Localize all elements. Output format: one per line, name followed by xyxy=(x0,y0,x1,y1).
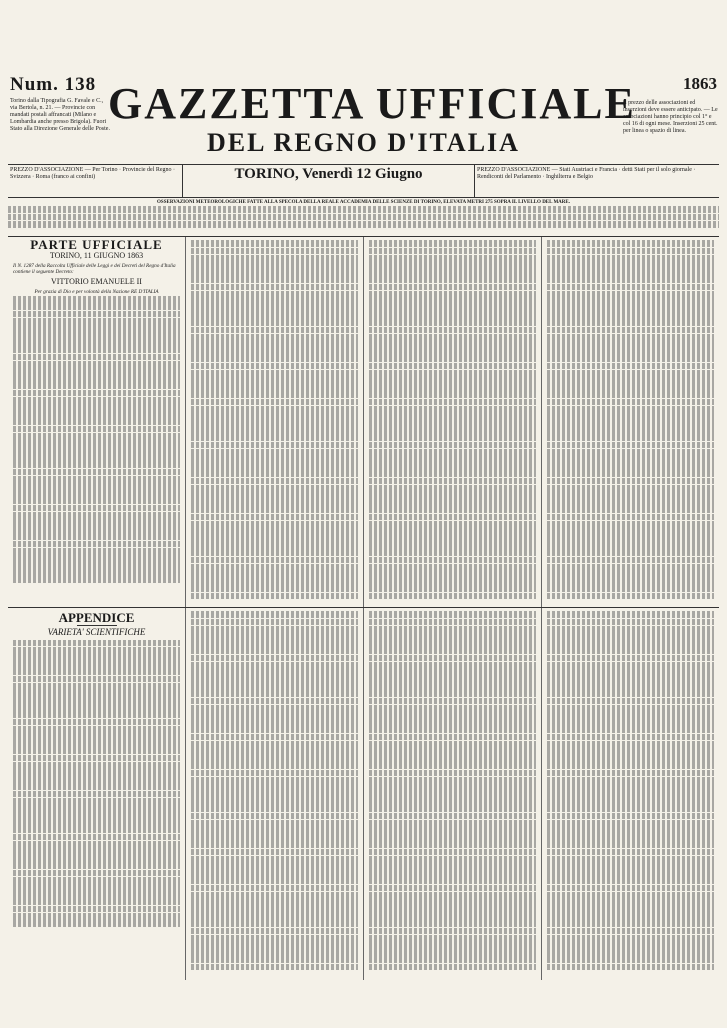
newspaper-page xyxy=(8,4,719,1020)
section-heading: PARTE UFFICIALE xyxy=(30,237,163,252)
dateline: TORINO, 11 GIUGNO 1863 xyxy=(49,250,144,260)
weather-observations xyxy=(8,198,719,237)
column-3 xyxy=(364,237,542,607)
appendix-heading: APPENDICE xyxy=(58,610,135,625)
publisher-note: Torino dalla Tipografia G. Favale e C., via Bertola, n. 21. — Provincie con mandati postali affrancati (Milano e Lombardia anche presso Brigola). Fuori Stato alla Direzione Generale delle Poste. xyxy=(10,98,110,132)
column-4 xyxy=(542,237,719,607)
prices-left: PREZZO D'ASSOCIAZIONE — Per Torino · Provincie del Regno · Svizzera · Roma (franco ai confini) xyxy=(10,167,176,180)
king-name: VITTORIO EMANUELE II xyxy=(51,277,142,287)
masthead xyxy=(8,4,719,164)
issue-number: Num. 138 xyxy=(10,74,97,95)
subscription-note: Il prezzo delle associazioni ed inserzioni deve essere anticipato. — Le associazioni hanno principio col 1° e col 16 di ogni mese. Inserzioni 25 cent. per linea o spazio di linea. xyxy=(623,100,718,134)
grace-formula: Per grazia di Dio e per volontà della Nazione RE D'ITALIA xyxy=(34,288,159,295)
issue-year: 1863 xyxy=(683,74,717,93)
prices-right: PREZZO D'ASSOCIAZIONE — Stati Austriaci e Francia · detti Stati per il solo giornale · Rendiconti del Parlamento · Inghilterra e Belgio xyxy=(477,167,696,180)
observations-heading: OSSERVAZIONI METEOROLOGICHE FATTE ALLA SPECOLA DELLA REALE ACCADEMIA DELLE SCIENZE DI TORINO, ELEVATA METRI 275 SOPRA IL LIVELLO DEL MARE. xyxy=(157,200,570,205)
appendix-subheading: VARIETA' SCIENTIFICHE xyxy=(47,626,146,637)
decree-intro: Il N. 1287 della Raccolta Ufficiale delle Leggi e dei Decreti del Regno d'Italia contiene il seguente Decreto: xyxy=(13,262,176,276)
top-columns xyxy=(8,237,719,608)
appendix-column-1 xyxy=(8,608,186,980)
appendix-column-4 xyxy=(542,608,719,980)
column-1 xyxy=(8,237,186,607)
appendix-columns xyxy=(8,608,719,980)
newspaper-subtitle: DEL REGNO D'ITALIA xyxy=(207,128,520,157)
column-2 xyxy=(186,237,364,607)
issue-date: TORINO, Venerdì 12 Giugno xyxy=(182,165,475,197)
appendix-column-2 xyxy=(186,608,364,980)
newspaper-title: GAZZETTA UFFICIALE xyxy=(108,79,636,128)
appendix-column-3 xyxy=(364,608,542,980)
price-band xyxy=(8,164,719,198)
